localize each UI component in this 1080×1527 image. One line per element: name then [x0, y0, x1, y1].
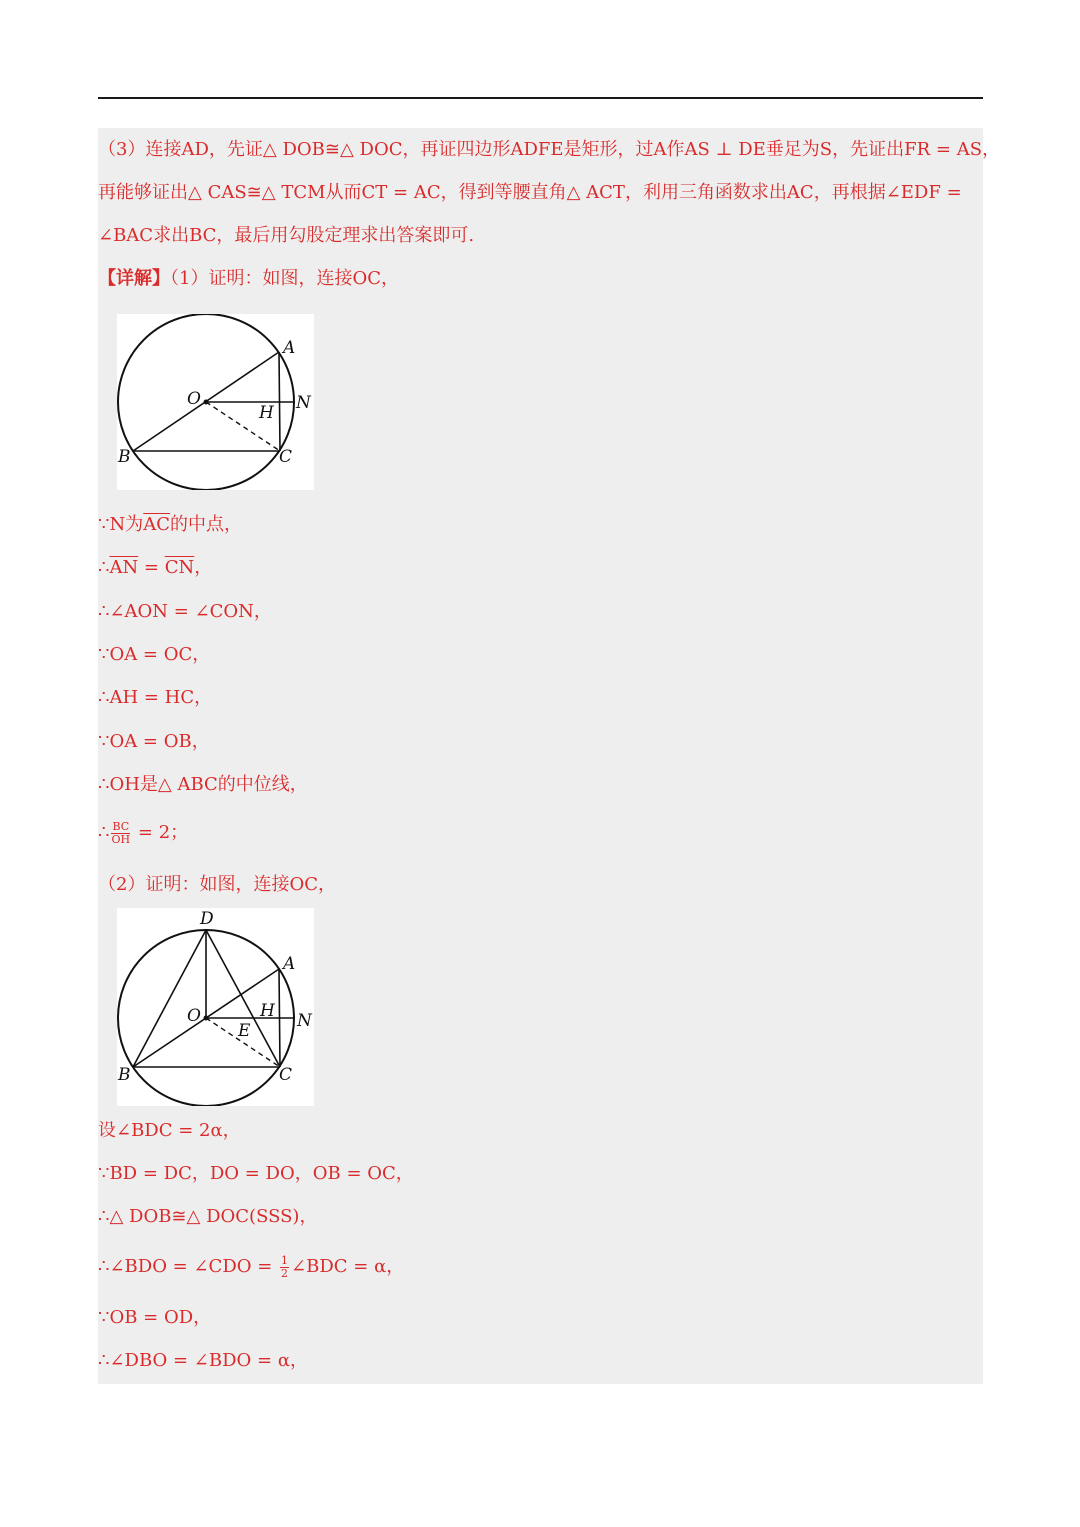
proof1-step-7: ∴OH是△ ABC的中位线，: [98, 774, 308, 795]
proof1-step-6: ∵OA = OB，: [98, 731, 210, 752]
proof1-step-8: [98, 820, 188, 846]
label-b: B: [118, 1065, 131, 1085]
point-o: [204, 400, 209, 405]
proof1-step-2-eq: =: [138, 557, 165, 578]
label-h: H: [259, 403, 274, 423]
label-o: O: [187, 1006, 201, 1026]
proof2-step-1: 设∠BDC = 2α，: [98, 1120, 241, 1141]
part3-line-1: （3）连接AD，先证△ DOB≅△ DOC，再证四边形ADFE是矩形，过A作AS ⊥ DE垂足为S，先证出FR = AS，: [98, 139, 1001, 160]
fraction-numerator: 1: [281, 1253, 289, 1267]
label-b: B: [118, 447, 131, 467]
proof1-step-3: ∴∠AON = ∠CON，: [98, 601, 272, 622]
part2-intro: （2）证明：如图，连接OC，: [98, 874, 336, 895]
proof2-step-5: ∵OB = OD，: [98, 1307, 212, 1328]
proof1-step-2-pre: ∴: [98, 557, 110, 578]
proof1-step-8-post: = 2；: [132, 822, 189, 843]
proof1-step-4: ∵OA = OC，: [98, 644, 211, 665]
detail-tag: 【详解】: [98, 268, 170, 289]
segment-db: [133, 930, 206, 1067]
proof2-step-4: [98, 1254, 404, 1280]
proof1-step-1-pre: ∵N为: [98, 514, 144, 535]
proof1-step-2-post: ，: [194, 557, 213, 578]
proof2-step-4-pre: ∴∠BDO = ∠CDO =: [98, 1256, 279, 1277]
proof1-step-5: ∴AH = HC，: [98, 687, 213, 708]
label-n: N: [296, 393, 311, 413]
label-o: O: [187, 389, 201, 409]
figure-1-diagram: [117, 314, 314, 490]
label-c: C: [279, 447, 293, 467]
label-n: N: [297, 1011, 312, 1031]
fraction-numerator: BC: [112, 819, 130, 833]
label-h: H: [260, 1001, 275, 1021]
figure-2-diagram: [117, 908, 314, 1106]
arc-an: $\overline{AN}$: [109, 557, 139, 578]
proof2-step-2: ∵BD = DC，DO = DO，OB = OC，: [98, 1163, 414, 1184]
arc-ac: $\overline{AC}$: [143, 514, 170, 535]
label-c: C: [279, 1065, 293, 1085]
proof1-step-1: [98, 512, 242, 538]
figure-2: [117, 908, 314, 1106]
figure-1: [117, 314, 314, 490]
label-a: A: [283, 338, 296, 358]
detail-heading: [98, 266, 399, 292]
proof2-step-3: ∴△ DOB≅△ DOC(SSS)，: [98, 1206, 318, 1227]
part3-line-3: ∠BAC求出BC，最后用勾股定理求出答案即可.: [98, 225, 475, 246]
label-d: D: [200, 909, 214, 929]
part3-line-2: 再能够证出△ CAS≅△ TCM从而CT = AC，得到等腰直角△ ACT，利用三角函数求出AC，再根据∠EDF =: [98, 182, 962, 203]
point-o: [204, 1016, 209, 1021]
fraction-denominator: 2: [281, 1266, 289, 1280]
fraction-denominator: OH: [111, 832, 131, 846]
proof1-step-2: [98, 555, 212, 581]
segment-dc: [206, 930, 280, 1067]
fraction-bc-oh: [111, 821, 130, 846]
arc-cn: $\overline{CN}$: [164, 557, 195, 578]
detail-intro: （1）证明：如图，连接OC，: [170, 268, 399, 289]
proof1-step-8-pre: ∴: [98, 822, 110, 843]
proof1-step-1-post: 的中点，: [169, 514, 242, 535]
label-a: A: [283, 954, 296, 974]
proof2-step-6: ∴∠DBO = ∠BDO = α，: [98, 1350, 308, 1371]
proof2-step-4-post: ∠BDC = α，: [291, 1256, 405, 1277]
header-rule: [98, 97, 983, 99]
fraction-one-half: [280, 1255, 289, 1280]
label-e: E: [238, 1021, 251, 1041]
